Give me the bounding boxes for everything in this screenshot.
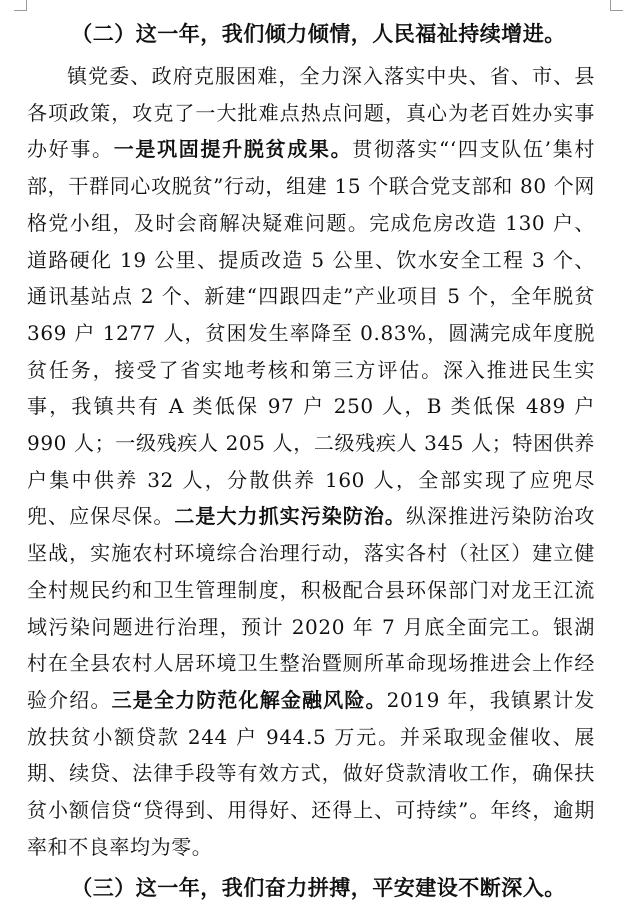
page-corner-mark-left xyxy=(14,0,27,11)
paragraph-text-three: 2019 年，我镇累计发放扶贫小额贷款 244 户 944.5 万元。并采取现金催收、展期、续贷、法律手段等有效方式，做好贷款清收工作，确保扶贫小额信贷“贷得到、用得好、还得上、可持续”。年终，逾期率和不良率均为零。 xyxy=(27,687,595,859)
section-heading-two: （二）这一年，我们倾力倾情，人民福祉持续增进。 xyxy=(71,21,566,46)
lead-sentence-two: 二是大力抓实污染防治。 xyxy=(174,504,406,529)
paragraph-intro: 镇党委、政府克服困难，全力深入落实中央、省、市、县各项政策，攻克了一大批难点热点问题，真心为老百姓办实事办好事。 xyxy=(27,64,595,162)
body-paragraph xyxy=(27,58,595,865)
page-corner-mark-right xyxy=(610,0,623,11)
lead-sentence-one: 一是巩固提升脱贫成果。 xyxy=(113,137,353,162)
lead-sentence-three: 三是全力防范化解金融风险。 xyxy=(111,687,387,712)
section-heading-three: （三）这一年，我们奋力拼搏，平安建设不断深入。 xyxy=(71,875,566,900)
paragraph-text-two: 纵深推进污染防治攻坚战，实施农村环境综合治理行动，落实各村（社区）建立健全村规民约和卫生管理制度，积极配合县环保部门对龙王江流域污染问题进行治理，预计 2020 年 7 月底全面完工。银湖村在全县农村人居环境卫生整治暨厕所革命现场推进会上作经验介绍。 xyxy=(27,504,595,712)
paragraph-text-one: 贯彻落实“‘四支队伍’集村部，干群同心攻脱贫”行动，组建 15 个联合党支部和 80 个网格党小组，及时会商解决疑难问题。完成危房改造 130 户、道路硬化 19 公里、提质改造 5 公里、饮水安全工程 3 个、通讯基站点 2 个、新建“四跟四走”产业项目 5 个，全年脱贫 369 户 1277 人，贫困发生率降至 0.83%，圆满完成年度脱贫任务，接受了省实地考核和第三方评估。深入推进民生实事，我镇共有 A 类低保 97 户 250 人，B 类低保 489 户 990 人；一级残疾人 205 人，二级残疾人 345 人；特困供养户集中供养 32 人，分散供养 160 人，全部实现了应兜尽兜、应保尽保。 xyxy=(27,137,595,529)
